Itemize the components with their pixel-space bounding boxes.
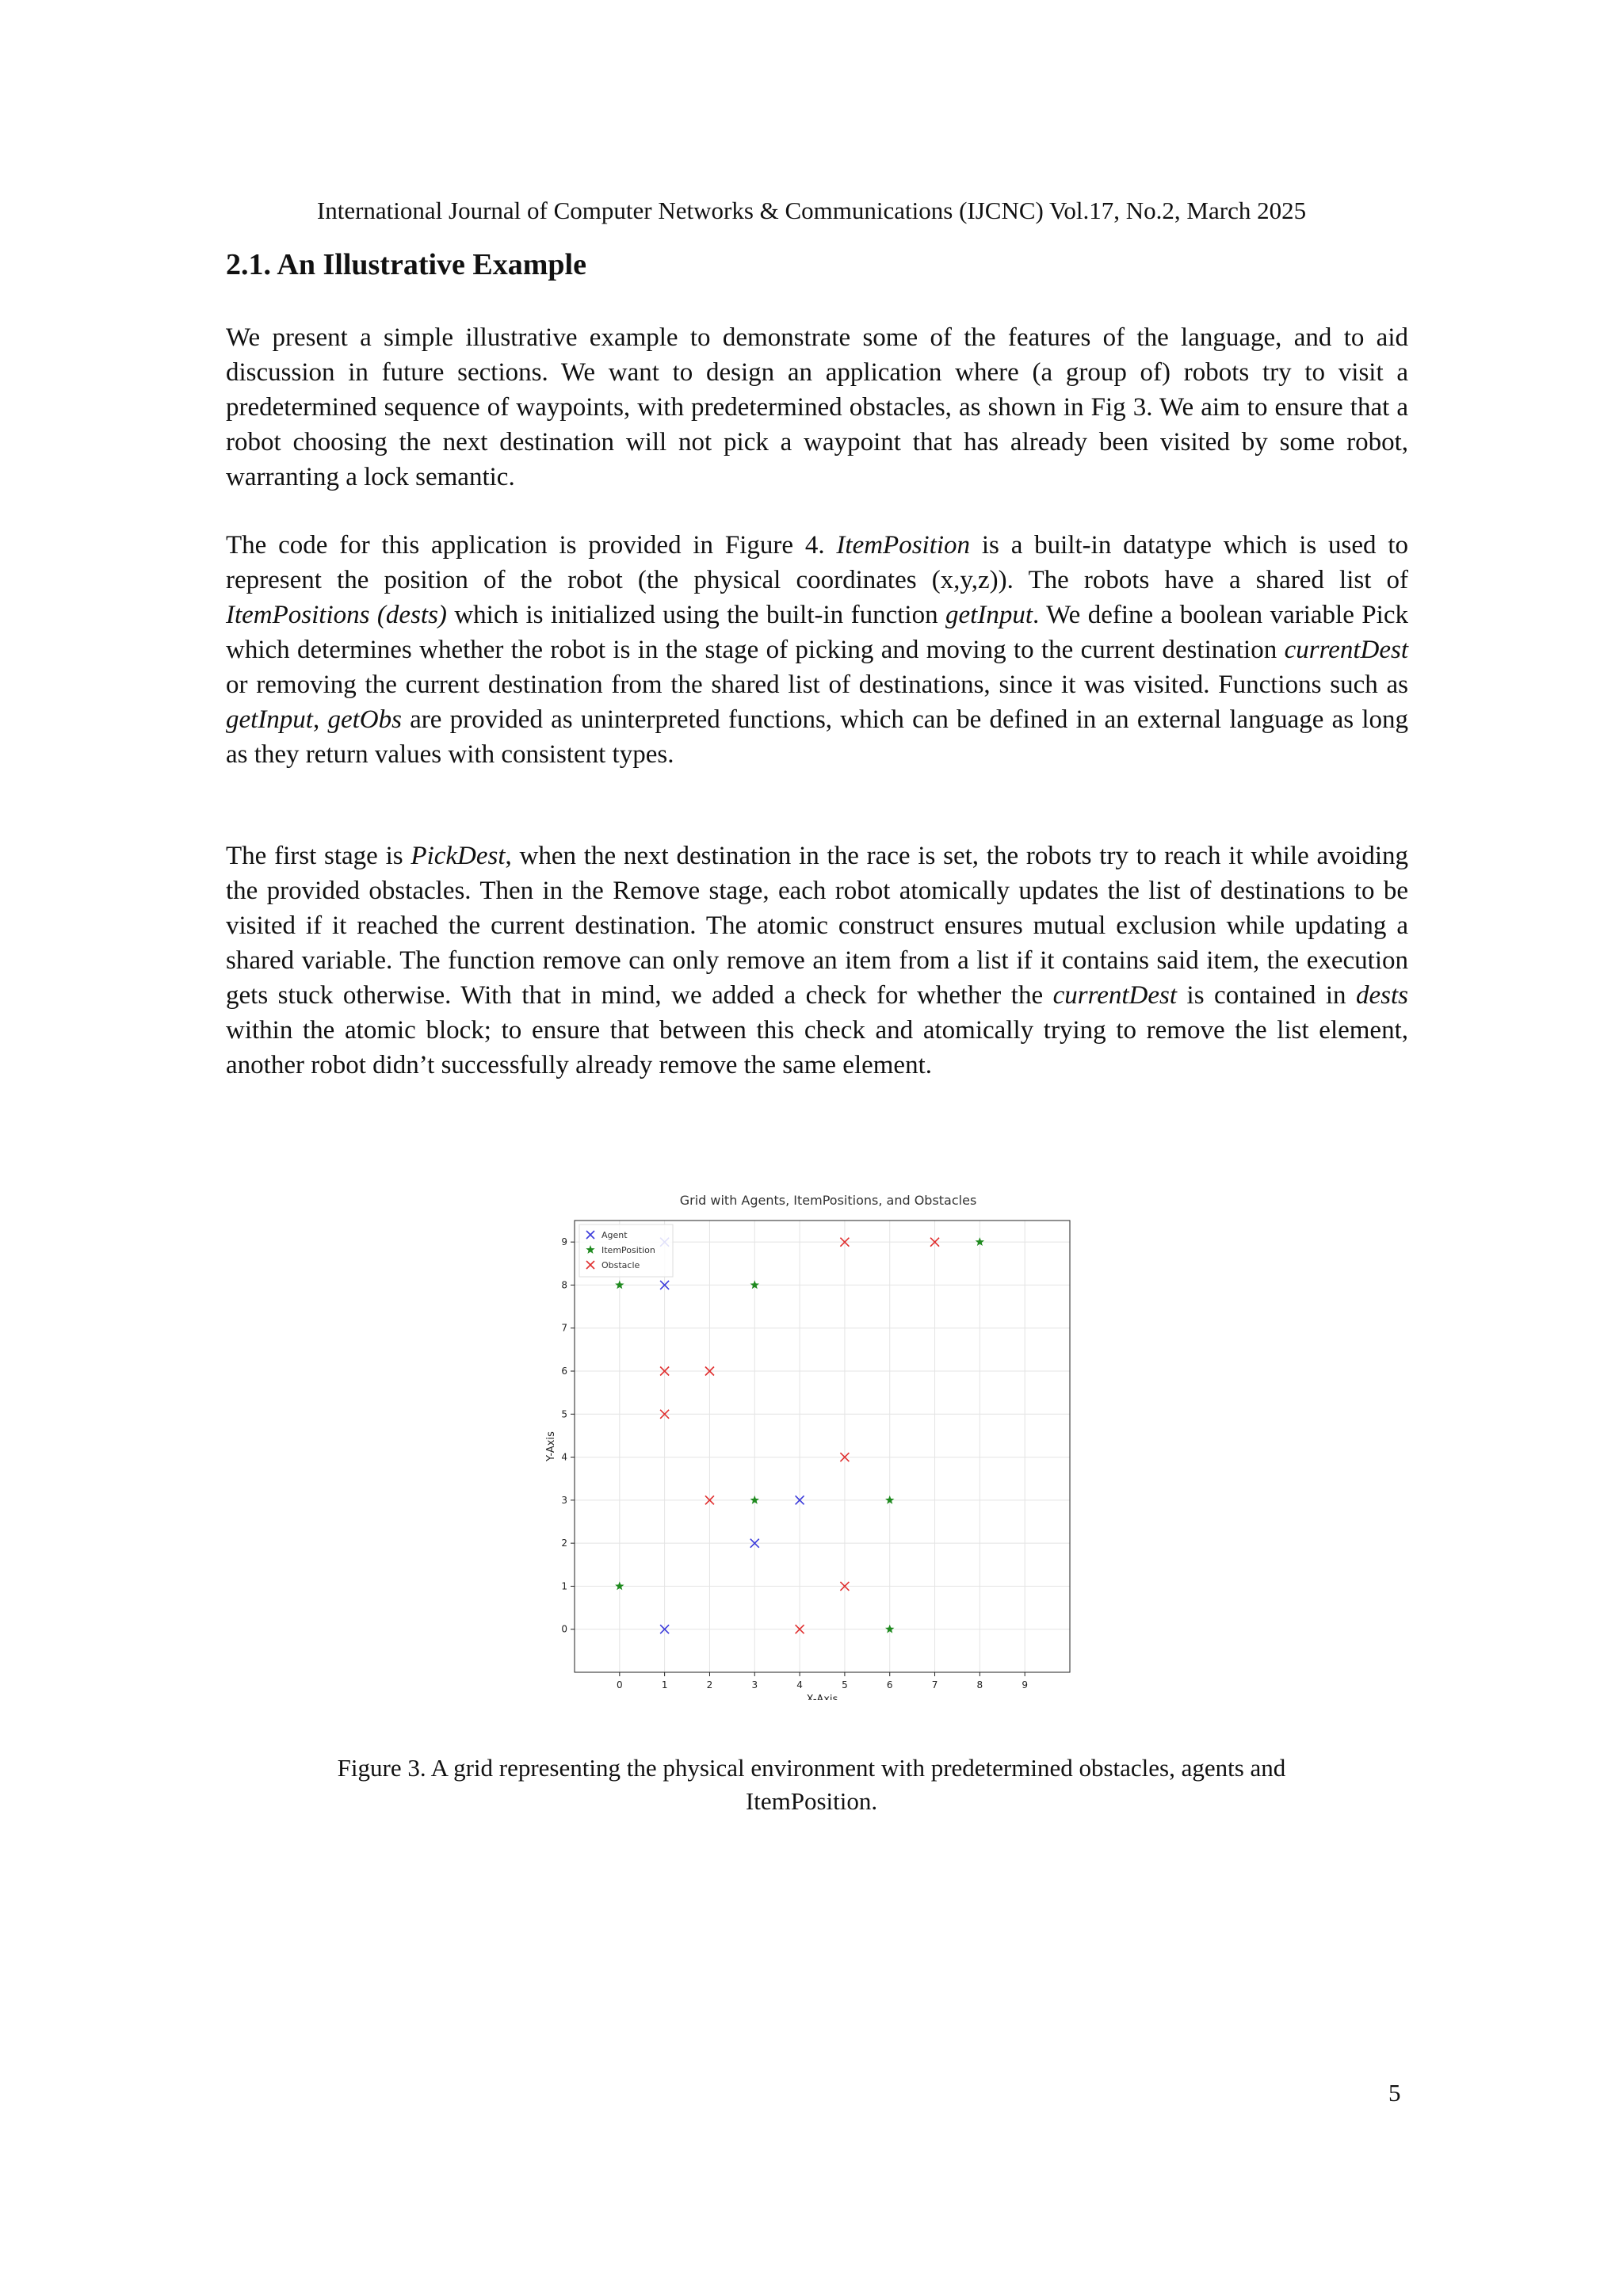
axis-ticks — [561, 1236, 1028, 1690]
paragraph-3 — [226, 839, 1408, 1083]
italic-term: PickDest — [411, 842, 506, 870]
section-title: 2.1. An Illustrative Example — [226, 248, 586, 281]
text-run: We present a simple illustrative example to demonstrate some of the features of the language, and to aid discussion in future sections. We want to design an application where (a group of) robots try to visit a predetermined sequence of waypoints, with predetermined obstacles, as shown in Fig 3. We aim to ensure that a robot choosing the next destination will not pick a waypoint that has already been visited by some robot, warranting a lock semantic. — [226, 323, 1408, 491]
x-tick-label: 1 — [661, 1679, 668, 1690]
y-tick-label: 9 — [561, 1236, 567, 1248]
scatter-chart — [543, 1185, 1082, 1700]
legend-label: Obstacle — [601, 1260, 640, 1270]
paragraph-1 — [226, 320, 1408, 495]
paragraph-2 — [226, 528, 1408, 772]
text-run: are provided as uninterpreted functions, which can be defined in an external language as long as they return values with consistent types. — [226, 705, 1409, 769]
y-tick-label: 5 — [561, 1408, 567, 1420]
x-axis-label: X-Axis — [806, 1694, 838, 1700]
x-tick-label: 9 — [1022, 1679, 1029, 1690]
text-run: The code for this application is provided in Figure 4. — [226, 531, 837, 560]
x-tick-label: 8 — [976, 1679, 983, 1690]
y-tick-label: 2 — [561, 1538, 567, 1549]
x-tick-label: 3 — [751, 1679, 758, 1690]
text-run: , — [312, 705, 328, 734]
text-run: , when the next destination in the race is set, the robots try to reach it while avoiding the provided obstacles. Then in the Remove stage, each robot atomically updates the list of destinations to be visited if it reached the current destination. The atomic construct ensures mutual exclusion while updating a shared variable. The function remove can only remove an item from a list if it contains said item, the execution gets stuck otherwise. With that in mind, we added a check for whether the — [226, 842, 1408, 1010]
legend-label: ItemPosition — [601, 1245, 655, 1255]
x-tick-label: 6 — [886, 1679, 893, 1690]
x-tick-label: 4 — [796, 1679, 803, 1690]
text-run: which is initialized using the built-in function — [446, 601, 946, 629]
italic-term: ItemPositions (dests) — [226, 601, 447, 629]
italic-term: dests — [1356, 981, 1408, 1010]
text-run: or removing the current destination from the shared list of destinations, since it was visited. Functions such as — [226, 670, 1408, 699]
y-tick-label: 4 — [561, 1451, 567, 1463]
x-tick-label: 7 — [931, 1679, 938, 1690]
legend-label: Agent — [601, 1230, 628, 1240]
page-number: 5 — [1388, 2079, 1401, 2107]
legend — [579, 1224, 673, 1277]
running-head: International Journal of Computer Networks & Communications (IJCNC) Vol.17, No.2, March 2025 — [316, 197, 1307, 224]
italic-term: getInput — [945, 601, 1033, 629]
chart-title: Grid with Agents, ItemPositions, and Obstacles — [679, 1193, 977, 1208]
text-run: within the atomic block; to ensure that between this check and atomically trying to remove the list element, another robot didn’t successfully already remove the same element. — [226, 1016, 1408, 1079]
x-tick-label: 0 — [616, 1679, 623, 1690]
x-tick-label: 5 — [842, 1679, 848, 1690]
x-tick-label: 2 — [706, 1679, 713, 1690]
text-run: is a built-in datatype which is used to represent the position of the robot (the physical coordinates (x,y,z)). The robots have a shared list of — [226, 531, 1408, 594]
text-run: is contained in — [1177, 981, 1356, 1010]
italic-term: ItemPosition — [836, 531, 971, 560]
y-tick-label: 6 — [561, 1366, 567, 1377]
figure-caption: Figure 3. A grid representing the physical environment with predetermined obstacles, agents and ItemPosition. — [337, 1754, 1286, 1815]
italic-term: getObs — [327, 705, 402, 734]
y-tick-label: 1 — [561, 1580, 567, 1592]
text-run: The first stage is — [226, 842, 411, 870]
figure-3 — [543, 1185, 1082, 1700]
italic-term: getInput — [226, 705, 313, 734]
y-tick-label: 3 — [561, 1494, 567, 1506]
plot-frame — [575, 1221, 1070, 1672]
text-run: . We define a boolean variable Pick which determines whether the robot is in the stage of picking and moving to the current destination — [226, 601, 1408, 664]
y-tick-label: 7 — [561, 1322, 567, 1334]
grid-lines — [575, 1221, 1070, 1672]
y-tick-label: 8 — [561, 1279, 567, 1291]
italic-term: currentDest — [1284, 636, 1408, 664]
y-axis-label: Y-Axis — [545, 1431, 557, 1461]
y-tick-label: 0 — [561, 1623, 567, 1635]
italic-term: currentDest — [1052, 981, 1178, 1010]
